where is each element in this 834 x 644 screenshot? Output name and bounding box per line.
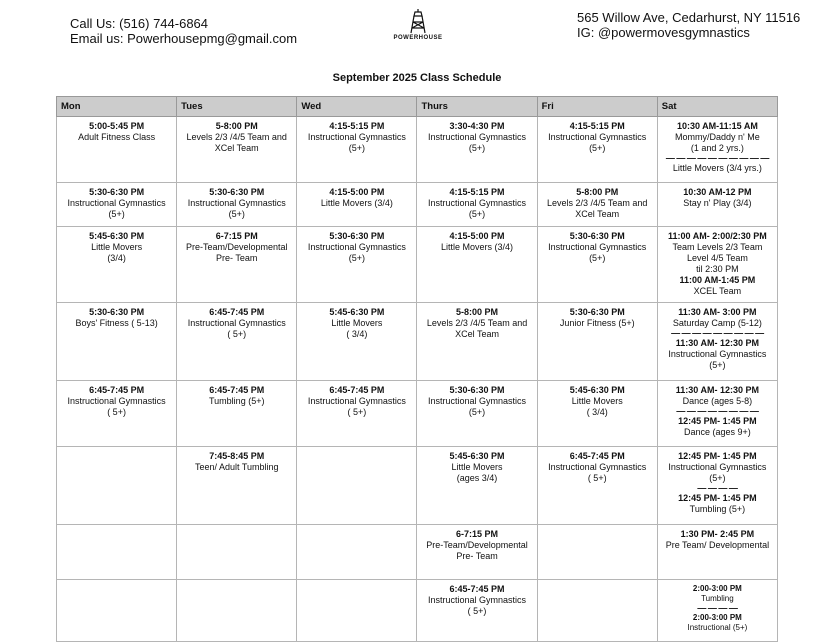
class-slot — [660, 493, 775, 515]
schedule-cell-tues — [177, 381, 297, 447]
schedule-row — [57, 227, 778, 303]
class-time: 6:45-7:45 PM — [449, 584, 505, 594]
class-slot — [179, 451, 294, 473]
schedule-cell-wed — [297, 381, 417, 447]
schedule-cell-sat — [657, 227, 777, 303]
class-name: Instructional Gymnastics (5+) — [428, 198, 527, 219]
schedule-cell-mon — [57, 447, 177, 525]
class-slot — [419, 231, 534, 253]
schedule-cell-thurs — [417, 303, 537, 381]
class-name: Instructional Gymnastics (5+) — [668, 462, 767, 483]
schedule-cell-wed — [297, 117, 417, 183]
class-name: Instructional Gymnastics (5+) — [548, 132, 647, 153]
class-name: Little Movers (ages 3/4) — [451, 462, 503, 483]
class-slot — [419, 307, 534, 340]
class-name: Instructional Gymnastics ( 5+) — [548, 462, 647, 483]
class-slot — [419, 121, 534, 154]
class-slot — [660, 231, 775, 275]
schedule-cell-sat — [657, 525, 777, 580]
class-time: 5:30-6:30 PM — [89, 187, 145, 197]
schedule-cell-wed — [297, 447, 417, 525]
class-slot — [660, 451, 775, 493]
schedule-cell-wed — [297, 183, 417, 227]
class-time: 5-8:00 PM — [456, 307, 499, 317]
class-name: Little Movers ( 3/4) — [331, 318, 383, 339]
email-text: Email us: Powerhousepmg@gmail.com — [70, 31, 298, 46]
class-time: 5:45-6:30 PM — [569, 385, 625, 395]
schedule-cell-mon — [57, 227, 177, 303]
instagram-text: IG: @powermovesgymnastics — [577, 25, 750, 40]
class-slot — [540, 307, 655, 329]
class-time: 6:45-7:45 PM — [89, 385, 145, 395]
class-slot — [419, 187, 534, 220]
schedule-cell-sat — [657, 117, 777, 183]
class-name: Levels 2/3 /4/5 Team and XCel Team — [426, 318, 528, 339]
location-info — [577, 10, 800, 40]
class-name: Pre-Team/Developmental Pre- Team — [426, 540, 528, 561]
schedule-cell-mon — [57, 580, 177, 642]
schedule-table — [56, 96, 778, 642]
class-slot — [660, 584, 775, 613]
class-slot — [660, 187, 775, 209]
class-name: Adult Fitness Class — [78, 132, 156, 142]
schedule-cell-thurs — [417, 525, 537, 580]
class-slot — [59, 231, 174, 264]
class-slot — [179, 385, 294, 407]
class-slot — [540, 231, 655, 264]
class-slot — [660, 416, 775, 438]
class-time: 11:00 AM-1:45 PM — [679, 275, 756, 285]
class-time: 5:30-6:30 PM — [569, 231, 625, 241]
schedule-row — [57, 381, 778, 447]
schedule-cell-sat — [657, 580, 777, 642]
class-slot — [660, 529, 775, 551]
class-slot — [660, 307, 775, 338]
class-time: 4:15-5:15 PM — [449, 187, 505, 197]
schedule-cell-tues — [177, 117, 297, 183]
class-name: Little Movers (3/4) — [320, 198, 393, 208]
class-name: Levels 2/3 /4/5 Team and XCel Team — [186, 132, 287, 153]
schedule-cell-tues — [177, 227, 297, 303]
class-name: Instructional Gymnastics (5+) — [307, 132, 406, 153]
class-time: 12:45 PM- 1:45 PM — [678, 451, 757, 461]
class-slot — [419, 385, 534, 418]
class-slot — [179, 187, 294, 220]
class-time: 11:00 AM- 2:00/2:30 PM — [668, 231, 767, 241]
class-name: Instructional Gymnastics ( 5+) — [428, 595, 527, 616]
schedule-cell-fri — [537, 525, 657, 580]
day-header-mon: Mon — [57, 97, 177, 117]
class-time: 2:00-3:00 PM — [692, 613, 742, 622]
logo — [388, 8, 448, 41]
class-time: 11:30 AM- 12:30 PM — [675, 338, 759, 348]
class-name: Little Movers (3/4) — [441, 242, 514, 252]
class-time: 4:15-5:15 PM — [329, 121, 385, 131]
class-slot — [299, 187, 414, 209]
class-slot — [660, 121, 775, 163]
class-slot — [299, 307, 414, 340]
class-name: Instructional Gymnastics (5+) — [67, 198, 166, 219]
class-time: 4:15-5:00 PM — [329, 187, 385, 197]
class-name: Levels 2/3 /4/5 Team and XCel Team — [547, 198, 648, 219]
class-slot — [660, 613, 775, 633]
tower-logo-icon — [407, 8, 429, 34]
class-time: 5:30-6:30 PM — [329, 231, 385, 241]
class-name: Instructional Gymnastics (5+) — [668, 349, 767, 370]
schedule-cell-wed — [297, 525, 417, 580]
class-time: 7:45-8:45 PM — [209, 451, 265, 461]
class-name: Little Movers (3/4 yrs.) — [672, 163, 762, 173]
class-time: 1:30 PM- 2:45 PM — [680, 529, 755, 539]
class-name: Instructional Gymnastics (5+) — [428, 132, 527, 153]
schedule-body — [57, 117, 778, 642]
class-name: Teen/ Adult Tumbling — [194, 462, 279, 472]
schedule-cell-tues — [177, 525, 297, 580]
class-time: 2:00-3:00 PM — [692, 584, 742, 593]
class-time: 6:45-7:45 PM — [209, 385, 265, 395]
address-text: 565 Willow Ave, Cedarhurst, NY 11516 — [577, 10, 801, 25]
schedule-cell-thurs — [417, 117, 537, 183]
class-slot — [540, 385, 655, 418]
logo-text: POWERHOUSE — [393, 35, 443, 41]
schedule-cell-fri — [537, 447, 657, 525]
class-name: Little Movers (3/4) — [91, 242, 143, 263]
schedule-cell-sat — [657, 183, 777, 227]
class-time: 5:30-6:30 PM — [209, 187, 265, 197]
schedule-cell-sat — [657, 447, 777, 525]
schedule-cell-sat — [657, 303, 777, 381]
class-slot — [660, 385, 775, 416]
class-name: Saturday Camp (5-12) — [672, 318, 762, 328]
class-slot — [59, 307, 174, 329]
class-name: Instructional (5+) — [687, 623, 748, 632]
schedule-row — [57, 525, 778, 580]
day-header-row — [57, 97, 778, 117]
class-name: Instructional Gymnastics (5+) — [428, 396, 527, 417]
class-time: 4:15-5:00 PM — [449, 231, 505, 241]
schedule-cell-wed — [297, 227, 417, 303]
phone-text: Call Us: (516) 744-6864 — [70, 16, 209, 31]
class-time: 11:30 AM- 3:00 PM — [678, 307, 757, 317]
class-time: 5:00-5:45 PM — [89, 121, 145, 131]
class-time: 6:45-7:45 PM — [329, 385, 385, 395]
schedule-cell-fri — [537, 381, 657, 447]
class-time: 6-7:15 PM — [215, 231, 258, 241]
class-name: XCEL Team — [693, 286, 742, 296]
class-name: Pre-Team/Developmental Pre- Team — [185, 242, 288, 263]
schedule-cell-thurs — [417, 447, 537, 525]
class-time: 6:45-7:45 PM — [209, 307, 265, 317]
schedule-cell-fri — [537, 183, 657, 227]
schedule-cell-mon — [57, 183, 177, 227]
schedule-cell-fri — [537, 117, 657, 183]
slot-divider: — — — — — [697, 483, 738, 493]
schedule-cell-wed — [297, 580, 417, 642]
schedule-cell-mon — [57, 525, 177, 580]
schedule-cell-wed — [297, 303, 417, 381]
schedule-row — [57, 580, 778, 642]
slot-divider: — — — — — — — — — [676, 406, 759, 416]
class-name: Junior Fitness (5+) — [559, 318, 635, 328]
class-slot — [540, 121, 655, 154]
class-slot — [299, 385, 414, 418]
schedule-cell-fri — [537, 227, 657, 303]
class-name: Instructional Gymnastics ( 5+) — [187, 318, 286, 339]
class-slot — [59, 187, 174, 220]
class-time: 3:30-4:30 PM — [449, 121, 505, 131]
day-header-wed: Wed — [297, 97, 417, 117]
class-slot — [540, 451, 655, 484]
class-time: 5:45-6:30 PM — [329, 307, 385, 317]
day-header-sat: Sat — [657, 97, 777, 117]
schedule-row — [57, 447, 778, 525]
slot-divider: — — — — — — — — — — — [665, 153, 769, 163]
class-name: Team Levels 2/3 Team Level 4/5 Team til 2:30 PM — [672, 242, 763, 274]
class-time: 5:45-6:30 PM — [89, 231, 145, 241]
class-slot — [419, 584, 534, 617]
class-time: 5:30-6:30 PM — [449, 385, 505, 395]
schedule-cell-tues — [177, 447, 297, 525]
class-slot — [540, 187, 655, 220]
class-name: Instructional Gymnastics (5+) — [548, 242, 647, 263]
schedule-row — [57, 183, 778, 227]
class-name: Dance (ages 9+) — [683, 427, 751, 437]
schedule-row — [57, 117, 778, 183]
class-slot — [179, 231, 294, 264]
class-slot — [419, 529, 534, 562]
schedule-cell-tues — [177, 183, 297, 227]
class-time: 5:45-6:30 PM — [449, 451, 505, 461]
contact-info — [70, 16, 297, 46]
class-name: Tumbling (5+) — [689, 504, 746, 514]
class-slot — [59, 385, 174, 418]
schedule-cell-mon — [57, 303, 177, 381]
class-slot — [59, 121, 174, 143]
class-time: 12:45 PM- 1:45 PM — [678, 493, 757, 503]
class-slot — [179, 307, 294, 340]
class-time: 10:30 AM-12 PM — [683, 187, 752, 197]
class-slot — [660, 338, 775, 371]
class-slot — [660, 275, 775, 297]
schedule-cell-fri — [537, 303, 657, 381]
class-name: Instructional Gymnastics ( 5+) — [67, 396, 166, 417]
class-time: 5:30-6:30 PM — [89, 307, 145, 317]
schedule-cell-thurs — [417, 580, 537, 642]
day-header-fri: Fri — [537, 97, 657, 117]
class-name: Tumbling — [701, 594, 734, 603]
class-slot — [299, 231, 414, 264]
class-slot — [660, 163, 775, 174]
schedule-cell-thurs — [417, 381, 537, 447]
class-time: 5-8:00 PM — [215, 121, 258, 131]
schedule-cell-thurs — [417, 183, 537, 227]
class-slot — [179, 121, 294, 154]
schedule-cell-sat — [657, 381, 777, 447]
class-time: 6-7:15 PM — [456, 529, 499, 539]
class-name: Boys' Fitness ( 5-13) — [75, 318, 158, 328]
class-name: Stay n' Play (3/4) — [683, 198, 752, 208]
class-name: Little Movers ( 3/4) — [571, 396, 623, 417]
day-header-thurs: Thurs — [417, 97, 537, 117]
class-time: 5-8:00 PM — [576, 187, 619, 197]
class-time: 10:30 AM-11:15 AM — [676, 121, 758, 131]
class-slot — [419, 451, 534, 484]
schedule-cell-tues — [177, 303, 297, 381]
class-name: Dance (ages 5-8) — [682, 396, 753, 406]
class-name: Instructional Gymnastics ( 5+) — [307, 396, 406, 417]
class-slot — [299, 121, 414, 154]
schedule-cell-thurs — [417, 227, 537, 303]
schedule-cell-fri — [537, 580, 657, 642]
class-name: Tumbling (5+) — [209, 396, 265, 406]
class-name: Mommy/Daddy n' Me (1 and 2 yrs.) — [675, 132, 760, 153]
slot-divider: — — — — — [697, 603, 738, 613]
class-time: 11:30 AM- 12:30 PM — [675, 385, 759, 395]
slot-divider: — — — — — — — — — — [671, 328, 764, 338]
schedule-row — [57, 303, 778, 381]
class-time: 12:45 PM- 1:45 PM — [678, 416, 757, 426]
day-header-tues: Tues — [177, 97, 297, 117]
class-name: Pre Team/ Developmental — [665, 540, 770, 550]
class-time: 6:45-7:45 PM — [569, 451, 625, 461]
class-name: Instructional Gymnastics (5+) — [187, 198, 286, 219]
class-time: 5:30-6:30 PM — [569, 307, 625, 317]
schedule-cell-mon — [57, 117, 177, 183]
schedule-title: September 2025 Class Schedule — [332, 72, 502, 84]
schedule-cell-mon — [57, 381, 177, 447]
class-time: 4:15-5:15 PM — [569, 121, 625, 131]
class-name: Instructional Gymnastics (5+) — [307, 242, 406, 263]
schedule-cell-tues — [177, 580, 297, 642]
